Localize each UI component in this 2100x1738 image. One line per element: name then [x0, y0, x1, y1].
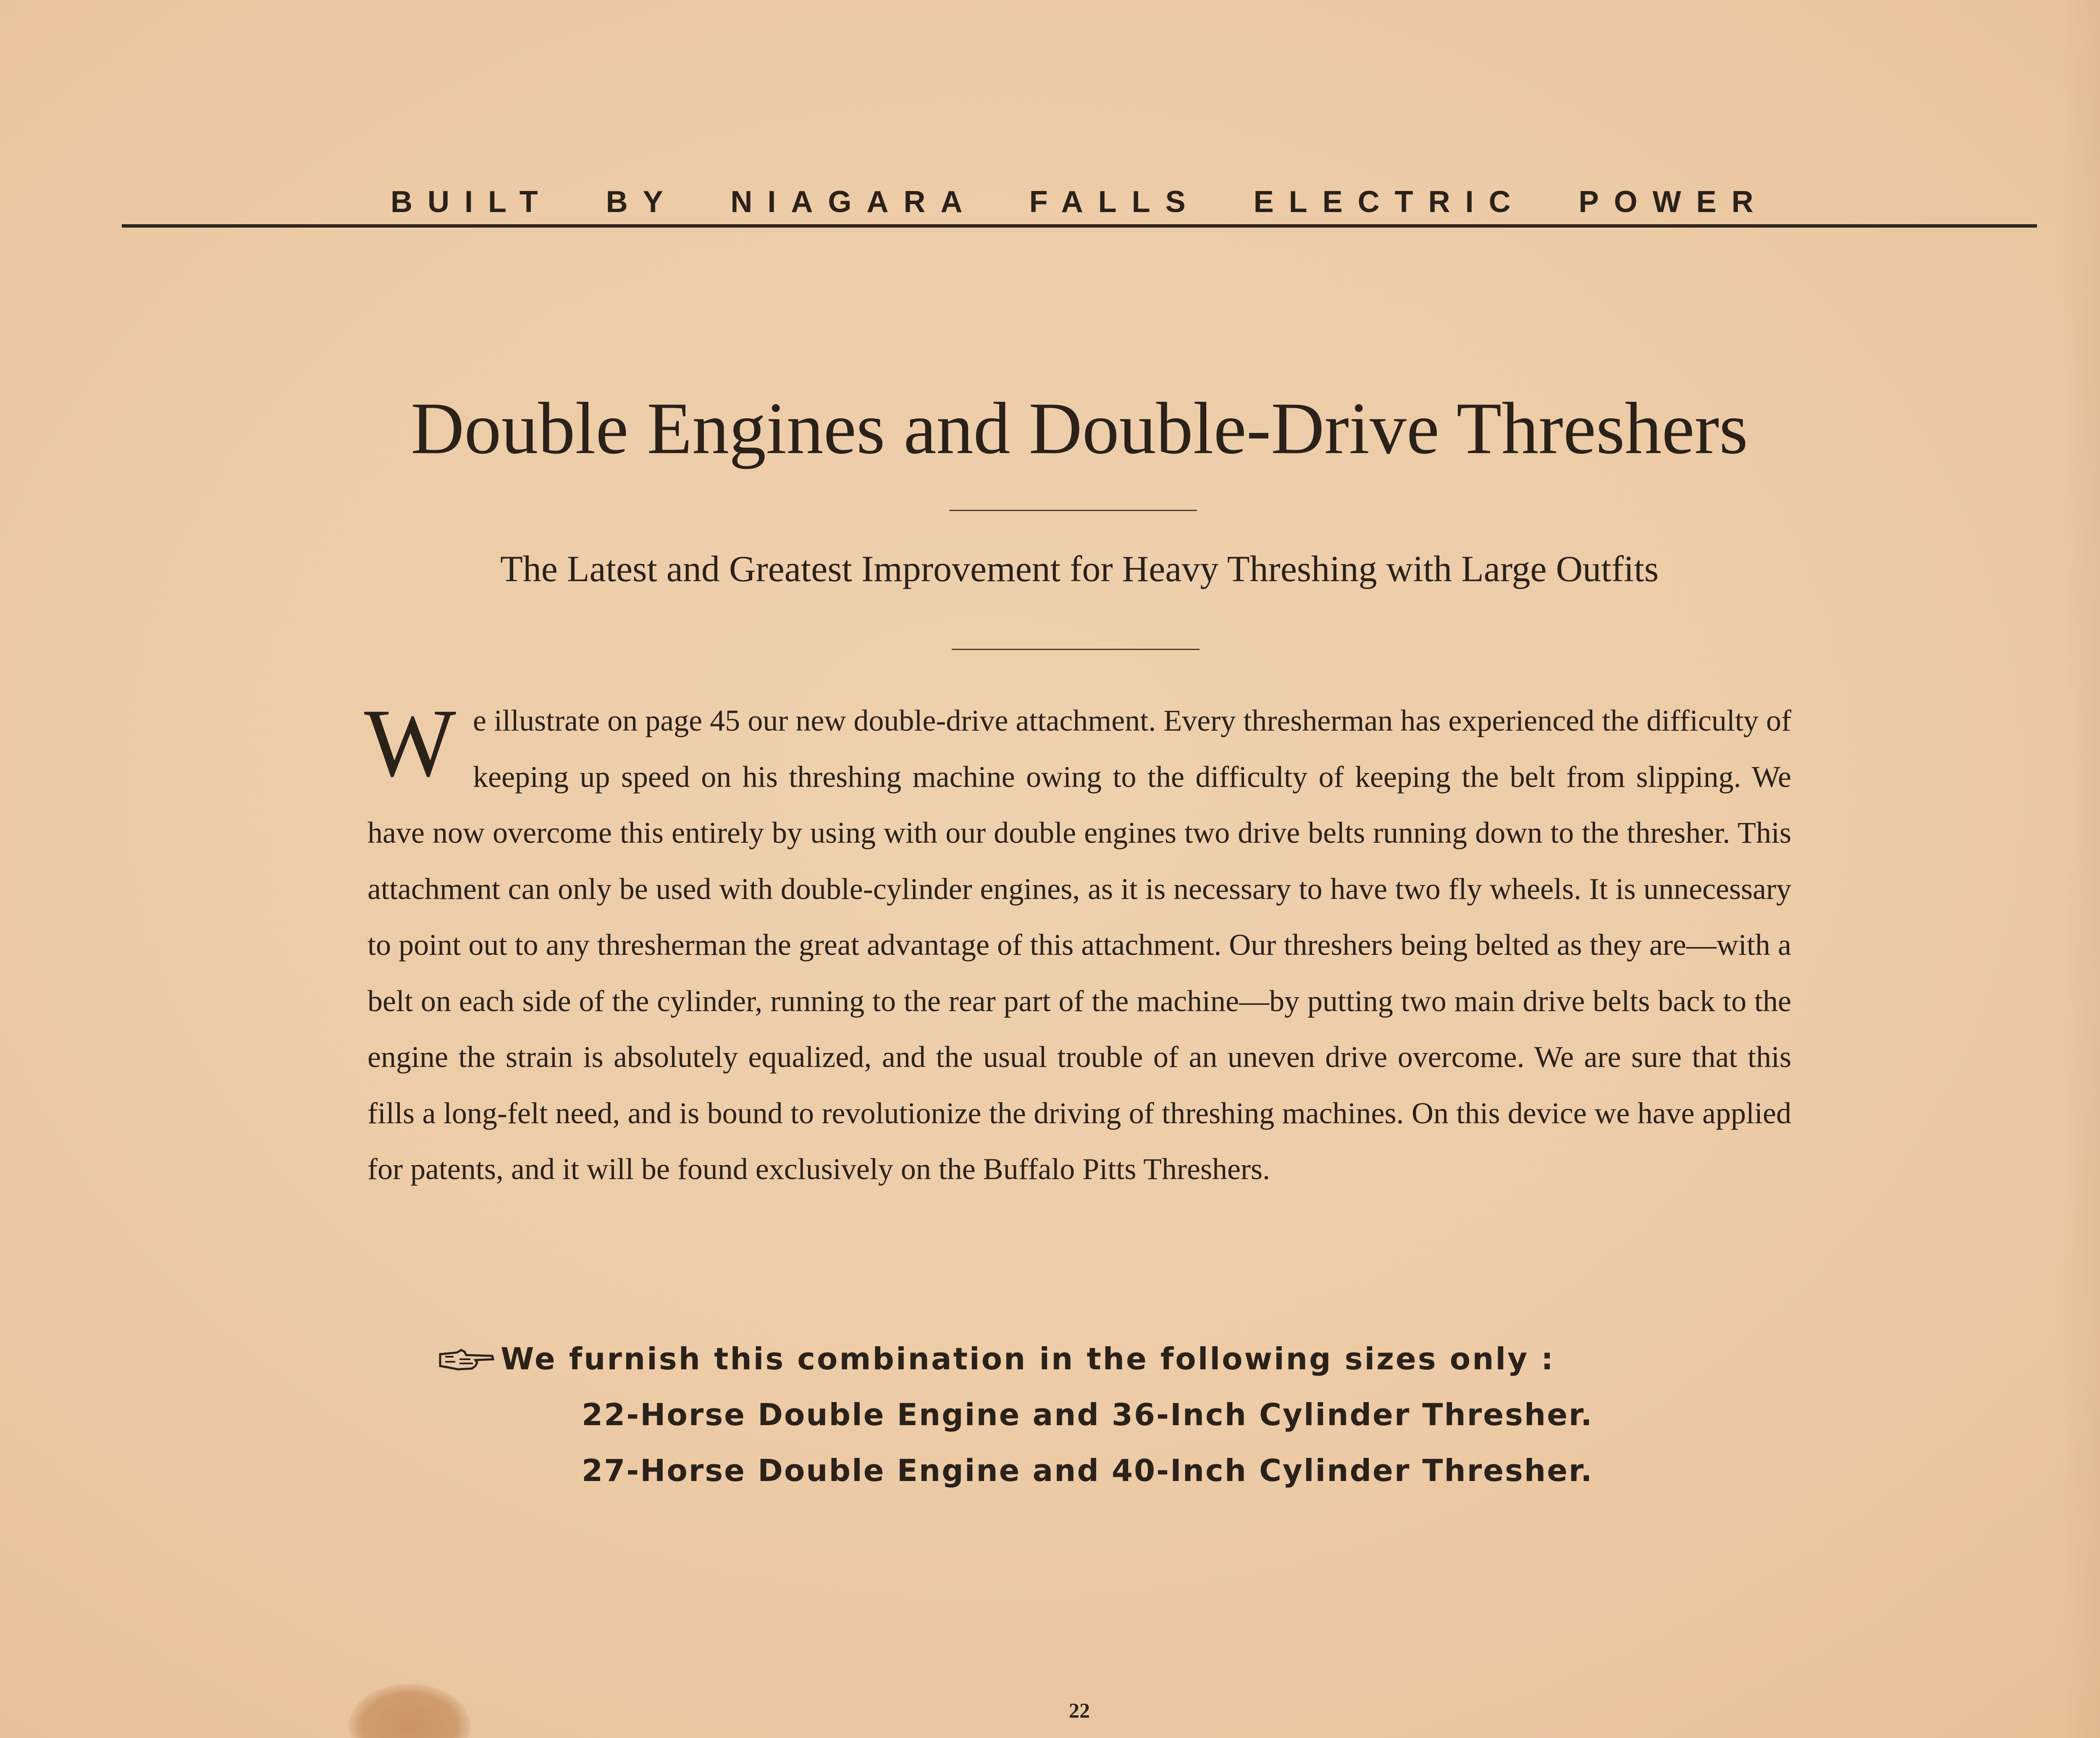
- size-option-2: 27-Horse Double Engine and 40-Inch Cylinder Thresher.: [582, 1453, 1593, 1488]
- running-head-rule: [122, 224, 2037, 228]
- offer-intro-line: [437, 1331, 1697, 1387]
- page-gutter-shadow: [2061, 0, 2100, 1738]
- page-number: 22: [1069, 1699, 1090, 1722]
- body-paragraph: [364, 689, 1791, 1198]
- title-divider: [949, 510, 1197, 511]
- pointing-hand-icon: [437, 1347, 496, 1372]
- subtitle-divider: [952, 649, 1200, 650]
- page-subtitle: The Latest and Greatest Improvement for Heavy Threshing with Large Outfits: [500, 549, 1659, 590]
- drop-cap: W: [364, 689, 456, 797]
- paper-stain: [349, 1684, 470, 1738]
- body-paragraph-text: e illustrate on page 45 our new double-drive attachment. Every thresherman has experienced the difficulty of keeping up speed on his threshing machine owing to the difficulty of keeping the belt from slipping. We have now overcome this entirely by using with our double engines two drive belts running down to the thresher. This attachment can only be used with double-cylinder engines, as it is necessary to have two fly wheels. It is unnecessary to point out to any thresherman the great advantage of this attachment. Our threshers being belted as they are—with a belt on each side of the cylinder, running to the rear part of the machine—by putting two main drive belts back to the engine the strain is absolutely equalized, and the usual trouble of an uneven drive overcome. We are sure that this fills a long-felt need, and is bound to revolutionize the driving of threshing machines. On this device we have applied for patents, and it will be found exclusively on the Buffalo Pitts Threshers.: [368, 704, 1791, 1186]
- size-option-1: 22-Horse Double Engine and 36-Inch Cylinder Thresher.: [582, 1397, 1593, 1432]
- page-title: Double Engines and Double-Drive Threshers: [411, 388, 1748, 469]
- size-offer: [437, 1331, 1697, 1499]
- offer-intro-text: We furnish this combination in the following sizes only :: [501, 1341, 1555, 1376]
- running-head-text: BUILT BY NIAGARA FALLS ELECTRIC POWER: [391, 185, 1769, 219]
